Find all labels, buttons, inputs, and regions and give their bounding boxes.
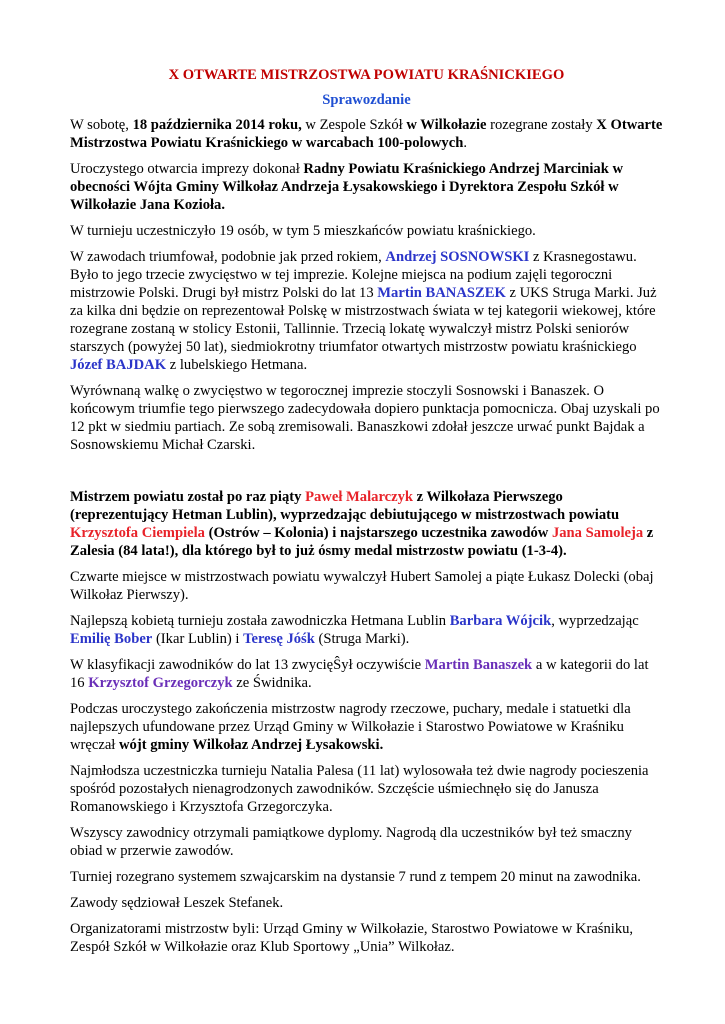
paragraph-diplomas: Wszyscy zawodnicy otrzymali pamiątkowe dyplomy. Nagrodą dla uczestników był też smaczny obiad w przerwie zawodów. xyxy=(70,825,632,859)
paragraph-opening xyxy=(70,160,663,214)
best-woman-name: Barbara Wójcik xyxy=(449,613,552,629)
text: z lubelskiego Hetmana. xyxy=(166,357,308,373)
text: W sobotę, xyxy=(70,117,133,133)
text: W zawodach triumfował, podobnie jak przed rokiem, xyxy=(70,249,386,265)
woman-second-name: Emilię Bober xyxy=(70,631,153,647)
paragraph-fourth-fifth: Czwarte miejsce w mistrzostwach powiatu wywalczył Hubert Samolej a piąte Łukasz Dolecki (obaj Wilkołaz Pierwszy). xyxy=(70,569,654,603)
third-place-name: Józef BAJDAK xyxy=(70,357,167,373)
text: z Krasnegostawu. Było to jego trzecie zwycięstwo w tej imprezie. Kolejne miejsca na podium zajęli tegoroczni mistrzowie Polski. Drugi był mistrz Polski do lat 13 xyxy=(70,249,637,301)
paragraph-consolation: Najmłodsza uczestniczka turnieju Natalia Palesa (11 lat) wylosowała też dwie nagrody pocieszenia spośród pozostałych nienagrodzonych zawodników. Szczęście uśmiechnęło się do Janusza Romanowskiego i Krzysztofa Grzegorczyka. xyxy=(70,763,649,815)
text: W klasyfikacji zawodników do lat 13 zwycięŜył oczywiście xyxy=(70,657,425,673)
text: ze Świdnika. xyxy=(232,675,312,691)
paragraph-county-champion xyxy=(70,488,663,560)
text: z UKS Struga Marki. Już za kilka dni będzie on reprezentował Polskę w mistrzostwach świata w tej kategorii wiekowej, które rozegrane zostaną w stolicy Estonii, Tallinnie. Trzecią lokatę wywalczył mistrz Polski seniorów starszych (powyżej 50 lat), siedmiokrotny triumfator otwartych mistrzostw powiatu kraśnickiego xyxy=(70,285,657,355)
document-title: X OTWARTE MISTRZOSTWA POWIATU KRAŚNICKIEGO xyxy=(168,67,565,83)
paragraph-awards xyxy=(70,700,663,754)
text: rozegrane zostały xyxy=(486,117,597,133)
text: z Zalesia (84 lata!), dla którego był to już ósmy medal mistrzostw powiatu (1-3-4). xyxy=(70,525,654,559)
paragraph-women xyxy=(70,612,663,648)
woman-third-name: Teresę Jóśk xyxy=(243,631,315,647)
paragraph-referee: Zawody sędziował Leszek Stefanek. xyxy=(70,895,284,911)
spacer xyxy=(70,462,663,488)
text: Uroczystego otwarcia imprezy dokonał xyxy=(70,161,304,177)
text: w Zespole Szkół xyxy=(301,117,407,133)
u16-winner-name: Krzysztof Grzegorczyk xyxy=(88,675,233,691)
text: z Wilkołaza Pierwszego (reprezentujący Hetman Lublin), wyprzedzając debiutującego w mistrzostwach powiatu xyxy=(70,489,620,523)
u13-winner-name: Martin Banaszek xyxy=(424,657,533,673)
text: (Struga Marki). xyxy=(314,631,410,647)
event-date: 18 października 2014 roku, xyxy=(132,117,302,133)
paragraph-organizers: Organizatorami mistrzostw byli: Urząd Gminy w Wilkołazie, Starostwo Powiatowe w Kraśniku, Zespół Szkół w Wilkołazie oraz Klub Sportowy „Unia” Wilkołaz. xyxy=(70,921,634,955)
text: Podczas uroczystego zakończenia mistrzostw nagrody rzeczowe, puchary, medale i statuetki dla najlepszych ufundowane przez Urząd Gminy w Wilkołazie i Starostwo Powiatowe w Kraśniku wręczał xyxy=(70,701,631,753)
winner-name: Andrzej SOSNOWSKI xyxy=(385,249,530,265)
paragraph-juniors xyxy=(70,656,663,692)
county-second-name: Krzysztofa Ciempiela xyxy=(70,525,205,541)
text: Mistrzem powiatu został po raz piąty xyxy=(70,489,306,505)
officials: Radny Powiatu Kraśnickiego Andrzej Marciniak w obecności Wójta Gminy Wilkołaz Andrzeja Łysakowskiego i Dyrektora Zespołu Szkół w Wilkołazie Jana Kozioła. xyxy=(70,161,624,213)
text: a w kategorii do lat 16 xyxy=(70,657,649,691)
text: (Ikar Lublin) i xyxy=(152,631,244,647)
paragraph-participants: W turnieju uczestniczyło 19 osób, w tym 5 mieszkańców powiatu kraśnickiego. xyxy=(70,223,536,239)
text: . xyxy=(463,135,467,151)
county-champion-name: Paweł Malarczyk xyxy=(305,489,414,505)
paragraph-date-venue xyxy=(70,116,663,152)
paragraph-podium xyxy=(70,248,663,374)
venue: w Wilkołazie xyxy=(406,117,487,133)
second-place-name: Martin BANASZEK xyxy=(377,285,506,301)
county-third-name: Jana Samoleja xyxy=(551,525,644,541)
document-subtitle: Sprawozdanie xyxy=(322,92,411,108)
text: (Ostrów – Kolonia) i najstarszego uczestnika zawodów xyxy=(204,525,552,541)
paragraph-system: Turniej rozegrano systemem szwajcarskim na dystansie 7 rund z tempem 20 minut na zawodnika. xyxy=(70,869,641,885)
event-name: X Otwarte Mistrzostwa Powiatu Kraśnickiego w warcabach 100-polowych xyxy=(70,117,663,151)
award-presenter: wójt gminy Wilkołaz Andrzej Łysakowski. xyxy=(119,737,384,753)
text: , wyprzedzając xyxy=(551,613,639,629)
paragraph-struggle: Wyrównaną walkę o zwycięstwo w tegorocznej imprezie stoczyli Sosnowski i Banaszek. O końcowym triumfie tego pierwszego zadecydowała dopiero punktacja pomocnicza. Obaj uzyskali po 12 pkt w siedmiu partiach. Ze sobą zremisowali. Banaszkowi zdołał jeszcze urwać punkt Bajdak a Sosnowskiemu Michał Czarski. xyxy=(70,383,660,453)
text: Najlepszą kobietą turnieju została zawodniczka Hetmana Lublin xyxy=(70,613,450,629)
